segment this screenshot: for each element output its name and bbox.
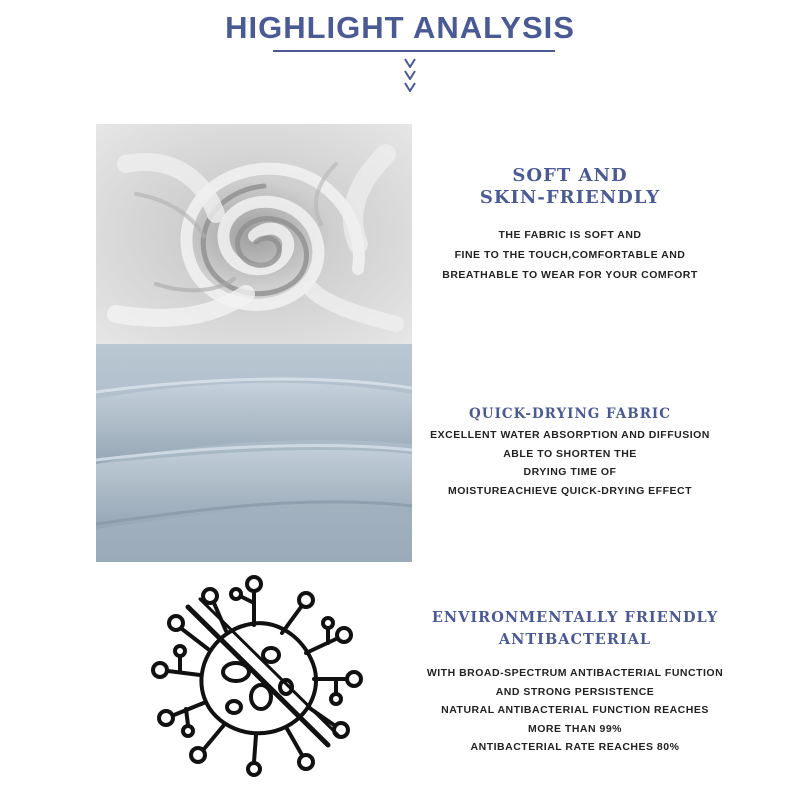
chevron-down-icon — [404, 82, 416, 92]
page-title: HIGHLIGHT ANALYSIS — [225, 10, 575, 45]
virus-panel — [96, 567, 412, 777]
white-fabric-swirl-photo — [96, 124, 412, 344]
feature-text: THE FABRIC IS SOFT AND FINE TO THE TOUCH,COMFORTABLE AND BREATHABLE TO WEAR FOR YOUR COMFORT — [442, 229, 698, 281]
blue-fabric-folds-photo — [96, 344, 412, 562]
feature-quick-drying — [420, 404, 720, 500]
feature-antibacterial — [420, 607, 730, 757]
chevron-down-icon — [404, 58, 416, 68]
header — [0, 0, 800, 110]
feature-text: WITH BROAD-SPECTRUM ANTIBACTERIAL FUNCTION AND STRONG PERSISTENCE NATURAL ANTIBACTERIAL FUNCTION REACHES MORE THAN 99% ANTIBACTERIAL RATE REACHES 80% — [426, 667, 724, 753]
chevron-down-icon — [404, 70, 416, 80]
feature-title: QUICK-DRYING FABRIC — [469, 406, 671, 422]
feature-text: EXCELLENT WATER ABSORPTION AND DIFFUSION ABLE TO SHORTEN THE DRYING TIME OF MOISTUREACHIEVE QUICK-DRYING EFFECT — [430, 429, 710, 497]
title-underline — [273, 50, 555, 52]
feature-title: ENVIRONMENTALLY FRIENDLY ANTIBACTERIAL — [431, 609, 719, 648]
feature-title: SOFT AND SKIN-FRIENDLY — [479, 165, 661, 208]
feature-soft — [420, 165, 720, 285]
crossed-out-virus-icon — [96, 567, 412, 777]
